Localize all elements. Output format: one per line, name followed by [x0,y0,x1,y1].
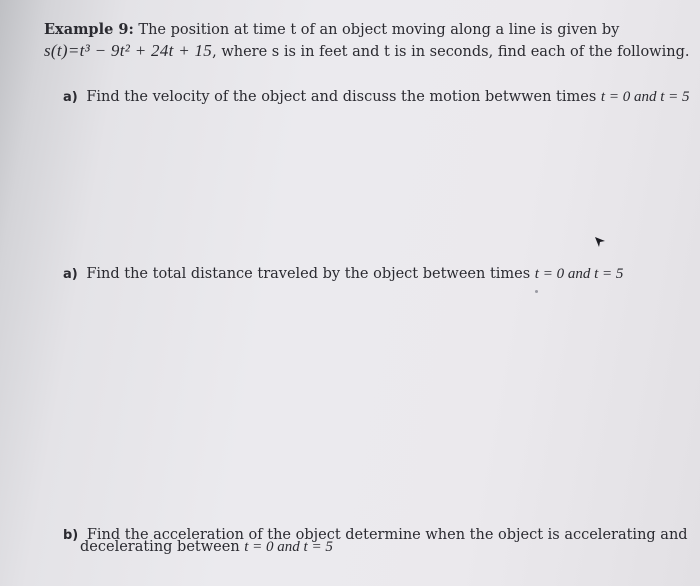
question-1 [63,88,690,107]
question-2-condition: t = 0 and t = 5 [534,266,624,282]
question-3-label: b) [63,528,79,543]
example-intro-line [44,21,619,39]
example-intro: The position at time t of an object moving along a line is given by [138,22,620,38]
question-3-text-1: Find the acceleration of the object determine when the object is accelerating and [86,527,688,543]
question-3-text-2: decelerating between [80,539,240,555]
example-formula-line [44,42,689,61]
example-title: Example 9: [44,21,134,38]
question-1-text: Find the velocity of the object and discuss the motion betwwen times [86,89,597,105]
question-1-label: a) [63,90,78,105]
question-3-line-2 [80,538,333,556]
question-1-condition: t = 0 and t = 5 [600,89,690,105]
example-continuation: , where s is in feet and t is in seconds, find each of the following. [212,44,690,60]
position-formula: s(t)=t³ − 9t² + 24t + 15 [44,41,213,60]
question-2-text: Find the total distance traveled by the object between times [86,266,531,282]
cursor-arrow-icon [594,236,606,248]
question-2 [63,265,623,284]
question-2-label: a) [63,267,78,282]
paper-speck [535,290,538,293]
question-3-condition: t = 0 and t = 5 [244,539,333,555]
